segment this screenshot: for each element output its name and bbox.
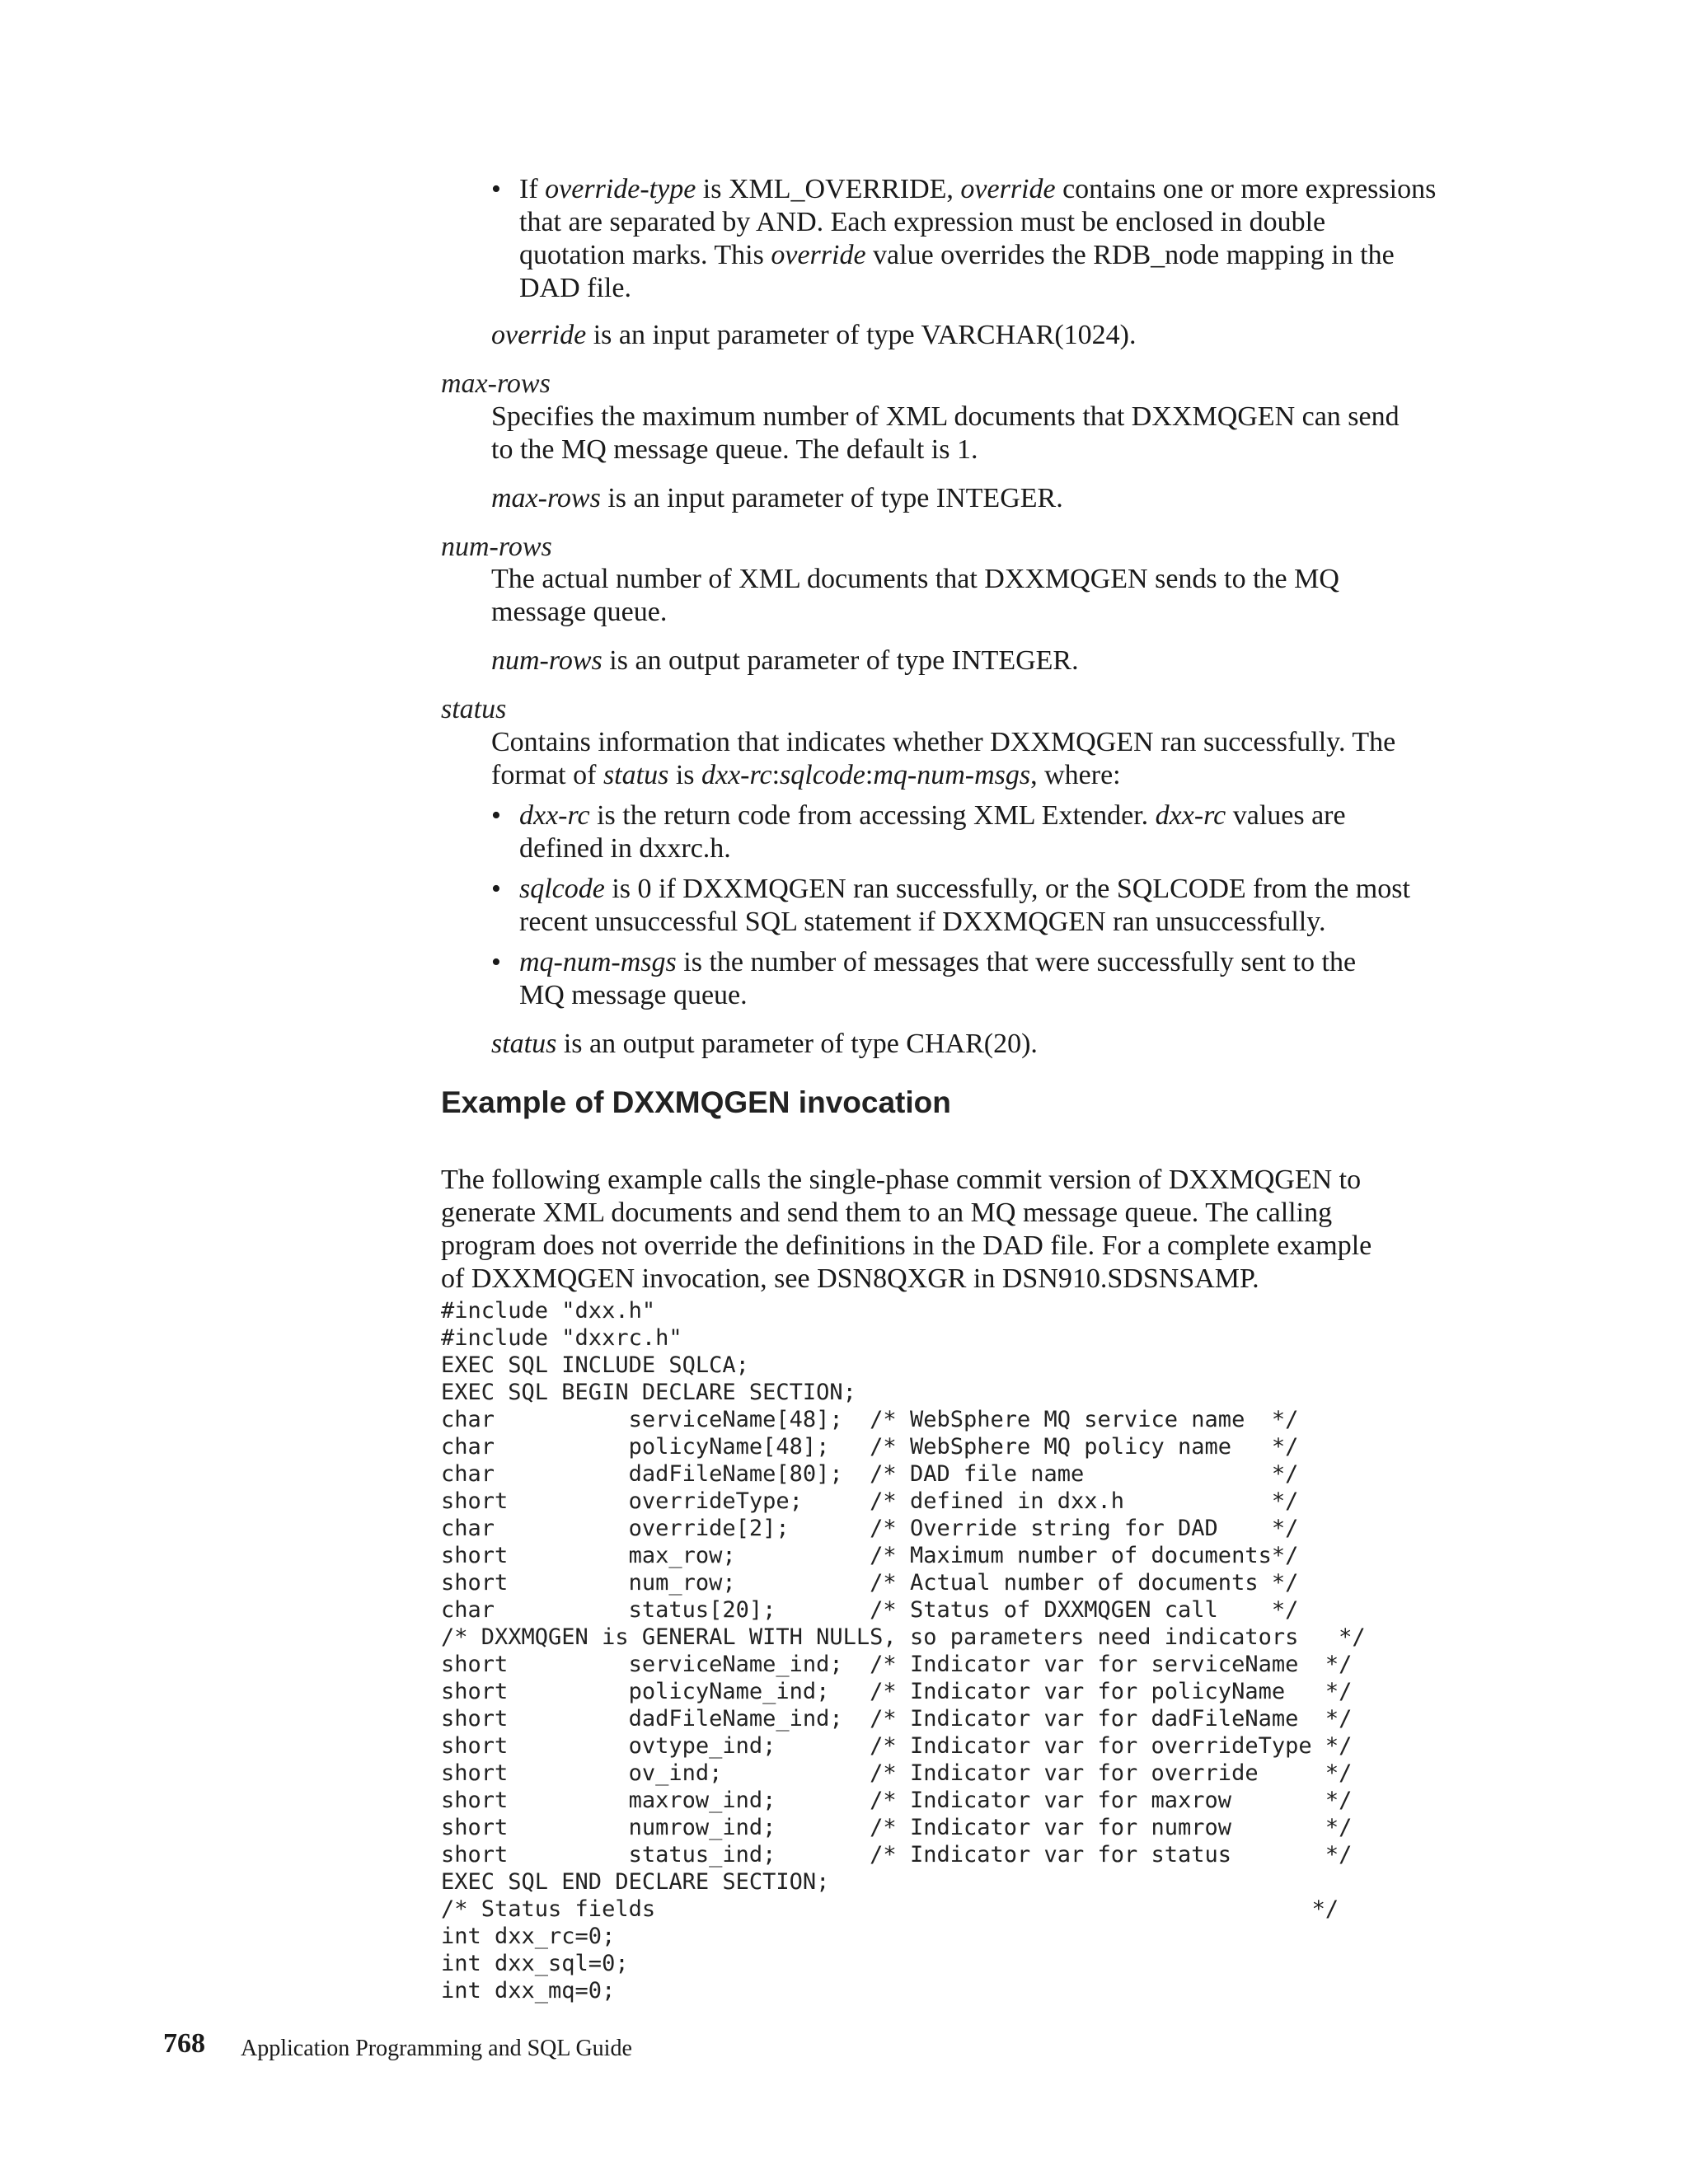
example-intro-paragraph: The following example calls the single-phase commit version of DXXMQGEN to generate XML documents and send them to an MQ message queue. The calling program does not override the definitions in the DAD file. For a complete example of DXXMQGEN invocation, see DSN8QXGR in DSN910.SDSNSAMP. [441, 1165, 1372, 1294]
book-title: Application Programming and SQL Guide [241, 2036, 632, 2061]
status-description: Contains information that indicates whether DXXMQGEN ran successfully. The format of status is dxx-rc:sqlcode:mq-num-msgs, where: [491, 727, 1396, 790]
term-max-rows: max-rows [441, 368, 551, 399]
page-number: 768 [163, 2028, 205, 2059]
bullet-dot: • [491, 174, 501, 204]
bullet-dot: • [491, 874, 501, 904]
max-rows-param: max-rows is an input parameter of type INTEGER. [491, 483, 1063, 513]
term-num-rows: num-rows [441, 532, 552, 562]
document-page: • If override-type is XML_OVERRIDE, override contains one or more expressions that are separated by AND. Each expression must be enclosed in double quotation marks. This override value overrides the RDB_node mapping in the DAD file. override is an input parameter of type VARCHAR(1024). max-rows Specifies the maximum number of XML documents that DXXMQGEN can send to the MQ message queue. The default is 1. max-rows is an input parameter of type INTEGER. num-rows The actual number of XML documents that DXXMQGEN sends to the MQ message queue. num-rows is an output parameter of type INTEGER. status Contains information that indicates whether DXXMQGEN ran successfully. The format of status is dxx-rc:sqlcode:mq-num-msgs, where: • dxx-rc is the return code from accessing XML Extender. dxx-rc values are defined in dxxrc.h. • sqlcode is 0 if DXXMQGEN ran successfully, or the SQLCODE from the most recent unsuccessful SQL statement if DXXMQGEN ran unsuccessfully. • mq-num-msgs is the number of messages that were successfully sent to the MQ message queue. status is an output parameter of type CHAR(20). Example of DXXMQGEN invocation The following example calls the single-phase commit version of DXXMQGEN to generate XML documents and send them to an MQ message queue. The calling program does not override the definitions in the DAD file. For a complete example of DXXMQGEN invocation, see DSN8QXGR in DSN910.SDSNSAMP. #include "dxx.h" #include "dxxrc.h" EXEC SQL INCLUDE SQLCA; EXEC SQL BEGIN DECLARE SECTION; char serviceName[48]; /* WebSphere MQ service name */ char policyName[48]; /* WebSphere MQ policy name */ char dadFileName[80]; /* DAD file name */ short overrideType; /* defined in dxx.h */ char override[2]; /* Override string for DAD */ short max_row; /* Maximum number of documents*/ short num_row; /* Actual number of documents */ char status[20]; /* Status of DXXMQGEN call */ /* DXXMQGEN is GENERAL WITH NULLS, so parameters need indicators */ short serviceName_ind; /* Indicator var for serviceName */ short policyName_ind; /* Indicator var for policyName */ short dadFileName_ind; /* Indicator var for dadFileName */ short ovtype_ind; /* Indicator var for overrideType */ short ov_ind; /* Indicator var for override */ short maxrow_ind; /* Indicator var for maxrow */ short numrow_ind; /* Indicator var for numrow */ short status_ind; /* Indicator var for status */ EXEC SQL END DECLARE SECTION; /* Status fields */ int dxx_rc=0; int dxx_sql=0; int dxx_mq=0; 768 Application Programming and SQL Guide [0, 0, 1688, 2184]
status-param: status is an output parameter of type CHAR(20). [491, 1029, 1038, 1059]
bullet-dot: • [491, 800, 501, 831]
num-rows-description: The actual number of XML documents that DXXMQGEN sends to the MQ message queue. [491, 564, 1339, 627]
term-status: status [441, 694, 507, 724]
max-rows-description: Specifies the maximum number of XML documents that DXXMQGEN can send to the MQ message queue. The default is 1. [491, 401, 1400, 465]
num-rows-param: num-rows is an output parameter of type INTEGER. [491, 645, 1079, 676]
override-param-description: override is an input parameter of type VARCHAR(1024). [491, 320, 1137, 350]
bullet-dot: • [491, 947, 501, 977]
section-heading: Example of DXXMQGEN invocation [441, 1085, 951, 1119]
code-listing: #include "dxx.h" #include "dxxrc.h" EXEC SQL INCLUDE SQLCA; EXEC SQL BEGIN DECLARE SECTION; char serviceName[48]; /* WebSphere MQ service name */ char policyName[48]; /* WebSphere MQ policy name */ char dadFileName[80]; /* DAD file name */ short overrideType; /* defined in dxx.h */ char override[2]; /* Override string for DAD */ short max_row; /* Maximum number of documents*/ short num_row; /* Actual number of documents */ char status[20]; /* Status of DXXMQGEN call */ /* DXXMQGEN is GENERAL WITH NULLS, so parameters need indicators */ short serviceName_ind; /* Indicator var for serviceName */ short policyName_ind; /* Indicator var for policyName */ short dadFileName_ind; /* Indicator var for dadFileName */ short ovtype_ind; /* Indicator var for overrideType */ short ov_ind; /* Indicator var for override */ short maxrow_ind; /* Indicator var for maxrow */ short numrow_ind; /* Indicator var for numrow */ short status_ind; /* Indicator var for status */ EXEC SQL END DECLARE SECTION; /* Status fields */ int dxx_rc=0; int dxx_sql=0; int dxx_mq=0; [441, 1298, 1366, 2004]
bullet-text: If override-type is XML_OVERRIDE, override contains one or more expressions that are separated by AND. Each expression must be enclosed in double quotation marks. This override value overrides the RDB_node mapping in the DAD file. [519, 174, 1437, 303]
